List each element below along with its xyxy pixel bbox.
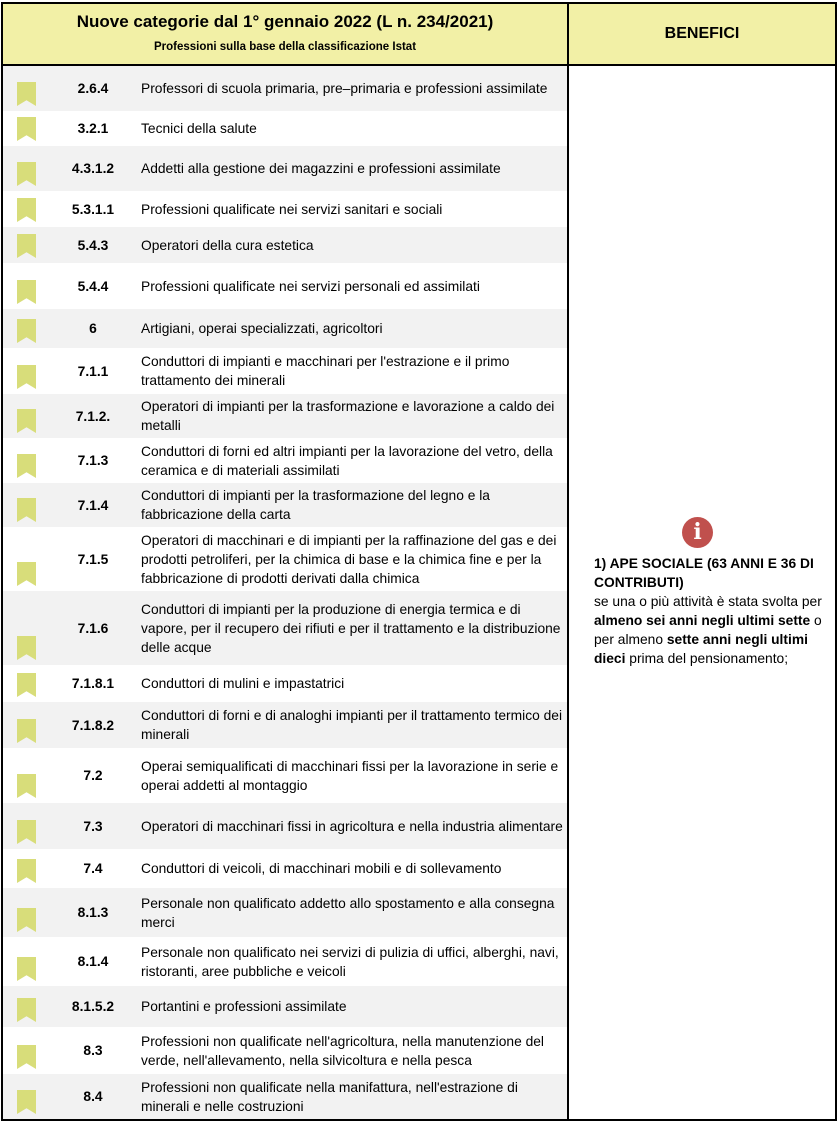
bookmark-icon — [17, 998, 36, 1022]
profession-code: 8.1.3 — [48, 888, 138, 937]
profession-description: Personale non qualificato nei servizi di pulizia di uffici, alberghi, navi, ristoranti, aree pubbliche e veicoli — [141, 944, 559, 979]
profession-description: Conduttori di mulini e impastatrici — [141, 676, 345, 691]
table-body — [2, 65, 836, 1120]
table-row — [2, 65, 836, 111]
profession-code: 8.1.4 — [77, 954, 109, 969]
bookmark-cell — [2, 348, 48, 394]
bookmark-icon — [17, 1090, 36, 1114]
profession-code: 7.1.2. — [48, 394, 138, 438]
profession-description: Conduttori di impianti e macchinari per l'estrazione e il primo trattamento dei minerali — [141, 354, 510, 388]
benefit-heading: 1) APE SOCIALE (63 ANNI E 36 DI CONTRIBUTI) — [594, 556, 814, 590]
profession-description: Operatori di macchinari fissi in agricoltura e nella industria alimentare — [138, 803, 568, 849]
profession-code: 8.3 — [83, 1043, 103, 1058]
profession-description: Portantini e professioni assimilate — [138, 986, 568, 1027]
bookmark-cell — [2, 191, 48, 227]
bookmark-icon — [17, 562, 36, 586]
bookmark-icon — [17, 162, 36, 186]
bookmark-cell — [2, 986, 48, 1027]
bookmark-cell — [2, 227, 48, 263]
profession-description: Professioni non qualificate nella manifattura, nell'estrazione di minerali e nelle costruzioni — [138, 1074, 568, 1120]
profession-code: 8.4 — [48, 1074, 138, 1120]
profession-description: Tecnici della salute — [141, 121, 257, 136]
profession-description: Professori di scuola primaria, pre–primaria e professioni assimilate — [138, 65, 568, 111]
profession-code: 4.3.1.2 — [48, 146, 138, 191]
header-benefits: BENEFICI — [568, 3, 836, 65]
bookmark-cell — [2, 309, 48, 348]
bookmark-icon — [17, 498, 36, 522]
bookmark-icon — [17, 198, 36, 222]
bookmark-cell — [2, 1074, 48, 1120]
benefits-cell — [568, 65, 836, 1120]
profession-description: Conduttori di veicoli, di macchinari mobili e di sollevamento — [141, 861, 502, 876]
bookmark-cell — [2, 702, 48, 748]
profession-code: 6 — [48, 309, 138, 348]
bookmark-icon — [17, 820, 36, 844]
header-categories — [2, 3, 568, 65]
bookmark-icon — [17, 636, 36, 660]
bookmark-icon — [17, 859, 36, 883]
profession-description: Conduttori di forni ed altri impianti per la lavorazione del vetro, della ceramica e di materiali assimilati — [141, 443, 553, 478]
bookmark-cell — [2, 803, 48, 849]
bookmark-cell — [2, 146, 48, 191]
profession-description: Professioni non qualificate nell'agricoltura, nella manutenzione del verde, nell'allevamento, nella silvicoltura e nella pesca — [141, 1033, 544, 1068]
benefit-text: se una o più attività è stata svolta per almeno sei anni negli ultimi sette o per almeno sette anni negli ultimi dieci prima del pensionamento; — [594, 594, 822, 666]
header-title: Nuove categorie dal 1° gennaio 2022 (L n. 234/2021) — [76, 12, 494, 31]
profession-description: Artigiani, operai specializzati, agricoltori — [138, 309, 568, 348]
bookmark-icon — [17, 365, 36, 389]
bookmark-cell — [2, 527, 48, 591]
profession-code: 5.4.3 — [48, 227, 138, 263]
bookmark-cell — [2, 937, 48, 986]
profession-code: 8.1.5.2 — [48, 986, 138, 1027]
bookmark-icon — [17, 234, 36, 258]
profession-code: 7.1.8.1 — [71, 676, 115, 691]
bookmark-cell — [2, 394, 48, 438]
bookmark-cell — [2, 483, 48, 527]
bookmark-cell — [2, 438, 48, 483]
profession-code: 7.1.3 — [77, 453, 109, 468]
bookmark-cell — [2, 1027, 48, 1074]
profession-code: 7.1.1 — [77, 363, 109, 379]
profession-code: 3.2.1 — [77, 121, 109, 136]
profession-code: 7.1.4 — [48, 483, 138, 527]
bookmark-icon — [17, 454, 36, 478]
profession-code: 5.4.4 — [77, 278, 109, 294]
profession-description: Personale non qualificato addetto allo spostamento e alla consegna merci — [138, 888, 568, 937]
bookmark-cell — [2, 849, 48, 888]
bookmark-icon — [17, 1045, 36, 1069]
profession-description: Professioni qualificate nei servizi personali ed assimilati — [141, 278, 480, 294]
profession-description: Operatori della cura estetica — [138, 227, 568, 263]
bookmark-cell — [2, 665, 48, 702]
bookmark-icon — [17, 319, 36, 343]
bookmark-icon — [17, 908, 36, 932]
bookmark-cell — [2, 591, 48, 665]
bookmark-icon — [17, 82, 36, 106]
profession-code: 7.3 — [48, 803, 138, 849]
bookmark-cell — [2, 748, 48, 803]
bookmark-icon — [17, 774, 36, 798]
profession-code: 7.1.8.2 — [48, 702, 138, 748]
bookmark-cell — [2, 888, 48, 937]
bookmark-icon — [17, 719, 36, 743]
profession-description: Operatori di impianti per la trasformazione e lavorazione a caldo dei metalli — [138, 394, 568, 438]
profession-description: Operatori di macchinari e di impianti per la raffinazione del gas e dei prodotti petroliferi, per la chimica di base e la chimica fine e per la fabbricazione di prodotti derivati dalla chimica — [141, 532, 557, 586]
bookmark-icon — [17, 409, 36, 433]
bookmark-icon — [17, 117, 36, 141]
profession-description: Professioni qualificate nei servizi sanitari e sociali — [141, 201, 443, 217]
profession-code: 5.3.1.1 — [71, 201, 115, 217]
profession-code: 7.4 — [83, 861, 103, 876]
profession-code: 7.1.6 — [48, 591, 138, 665]
bookmark-cell — [2, 65, 48, 111]
profession-code: 7.1.5 — [77, 551, 109, 567]
profession-description: Conduttori di forni e di analoghi impianti per il trattamento termico dei minerali — [138, 702, 568, 748]
profession-code: 7.2 — [83, 768, 103, 783]
profession-description: Conduttori di impianti per la trasformazione del legno e la fabbricazione della carta — [138, 483, 568, 527]
info-icon: i — [682, 517, 713, 548]
header-subtitle: Professioni sulla base della classificazione Istat — [153, 41, 417, 53]
header-row — [2, 3, 836, 65]
profession-code: 2.6.4 — [48, 65, 138, 111]
profession-description: Operai semiqualificati di macchinari fissi per la lavorazione in serie e operai addetti al montaggio — [141, 758, 559, 793]
bookmark-cell — [2, 263, 48, 309]
bookmark-icon — [17, 673, 36, 697]
profession-description: Addetti alla gestione dei magazzini e professioni assimilate — [138, 146, 568, 191]
categories-table — [1, 2, 837, 1121]
bookmark-cell — [2, 111, 48, 146]
bookmark-icon — [17, 957, 36, 981]
profession-description: Conduttori di impianti per la produzione di energia termica e di vapore, per il recupero dei rifiuti e per il trattamento e la distribuzione delle acque — [138, 591, 568, 665]
bookmark-icon — [17, 280, 36, 304]
